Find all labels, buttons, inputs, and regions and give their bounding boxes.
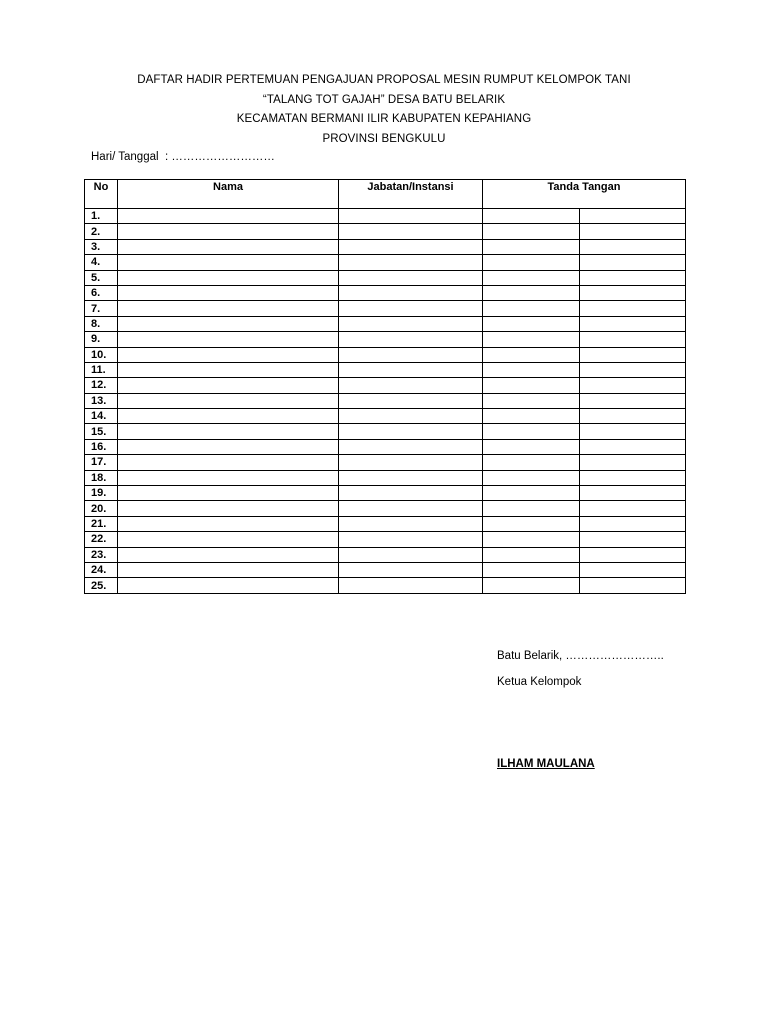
nama-cell[interactable] xyxy=(118,347,339,362)
table-header-row xyxy=(85,180,686,209)
row-number: 13. xyxy=(85,393,118,408)
table-row xyxy=(85,562,686,577)
signature-cell-right[interactable] xyxy=(580,285,686,300)
row-number: 5. xyxy=(85,270,118,285)
row-number: 22. xyxy=(85,532,118,547)
nama-cell[interactable] xyxy=(118,439,339,454)
table-body xyxy=(85,209,686,594)
jabatan-cell[interactable] xyxy=(339,547,483,562)
nama-cell[interactable] xyxy=(118,516,339,531)
row-number: 21. xyxy=(85,516,118,531)
signature-cell-left[interactable] xyxy=(483,439,580,454)
jabatan-cell[interactable] xyxy=(339,393,483,408)
nama-cell[interactable] xyxy=(118,393,339,408)
title-line-4: PROVINSI BENGKULU xyxy=(322,132,446,145)
nama-cell[interactable] xyxy=(118,547,339,562)
jabatan-cell[interactable] xyxy=(339,270,483,285)
jabatan-cell[interactable] xyxy=(339,255,483,270)
jabatan-cell[interactable] xyxy=(339,224,483,239)
row-number: 17. xyxy=(85,455,118,470)
table-row xyxy=(85,378,686,393)
table-row xyxy=(85,362,686,377)
row-number: 2. xyxy=(85,224,118,239)
table-row xyxy=(85,270,686,285)
jabatan-cell[interactable] xyxy=(339,516,483,531)
jabatan-cell[interactable] xyxy=(339,285,483,300)
date-separator: : xyxy=(164,151,169,163)
signature-cell-right[interactable] xyxy=(580,578,686,593)
row-number: 12. xyxy=(85,378,118,393)
table-row xyxy=(85,316,686,331)
nama-cell[interactable] xyxy=(118,224,339,239)
nama-cell[interactable] xyxy=(118,362,339,377)
signature-cell-left[interactable] xyxy=(483,516,580,531)
header-nama: Nama xyxy=(118,180,339,209)
row-number: 3. xyxy=(85,239,118,254)
title-line-2: “TALANG TOT GAJAH” DESA BATU BELARIK xyxy=(262,93,506,106)
row-number: 14. xyxy=(85,409,118,424)
signature-cell-left[interactable] xyxy=(483,332,580,347)
signature-role: Ketua Kelompok xyxy=(497,676,582,688)
table-row xyxy=(85,285,686,300)
signature-cell-left[interactable] xyxy=(483,301,580,316)
signature-cell-right[interactable] xyxy=(580,362,686,377)
date-line xyxy=(91,151,275,163)
attendance-table xyxy=(84,179,686,594)
signature-cell-right[interactable] xyxy=(580,486,686,501)
nama-cell[interactable] xyxy=(118,270,339,285)
row-number: 16. xyxy=(85,439,118,454)
nama-cell[interactable] xyxy=(118,486,339,501)
signature-cell-right[interactable] xyxy=(580,455,686,470)
row-number: 6. xyxy=(85,285,118,300)
table-row xyxy=(85,532,686,547)
jabatan-cell[interactable] xyxy=(339,332,483,347)
table-row xyxy=(85,255,686,270)
signature-cell-left[interactable] xyxy=(483,209,580,224)
signature-cell-right[interactable] xyxy=(580,224,686,239)
signature-cell-left[interactable] xyxy=(483,578,580,593)
nama-cell[interactable] xyxy=(118,378,339,393)
signature-cell-right[interactable] xyxy=(580,562,686,577)
signature-cell-left[interactable] xyxy=(483,347,580,362)
signature-cell-right[interactable] xyxy=(580,424,686,439)
header-tanda-tangan: Tanda Tangan xyxy=(483,180,686,209)
signature-cell-left[interactable] xyxy=(483,362,580,377)
signature-cell-left[interactable] xyxy=(483,270,580,285)
jabatan-cell[interactable] xyxy=(339,378,483,393)
nama-cell[interactable] xyxy=(118,455,339,470)
row-number: 19. xyxy=(85,486,118,501)
signature-cell-left[interactable] xyxy=(483,486,580,501)
title-line-1: DAFTAR HADIR PERTEMUAN PENGAJUAN PROPOSAL MESIN RUMPUT KELOMPOK TANI xyxy=(137,74,631,86)
header-jabatan: Jabatan/Instansi xyxy=(339,180,483,209)
nama-cell[interactable] xyxy=(118,301,339,316)
jabatan-cell[interactable] xyxy=(339,362,483,377)
signature-cell-right[interactable] xyxy=(580,255,686,270)
row-number: 4. xyxy=(85,255,118,270)
date-value: ……………………… xyxy=(171,151,275,163)
table-row xyxy=(85,347,686,362)
table-row xyxy=(85,439,686,454)
jabatan-cell[interactable] xyxy=(339,424,483,439)
jabatan-cell[interactable] xyxy=(339,409,483,424)
row-number: 18. xyxy=(85,470,118,485)
signature-cell-left[interactable] xyxy=(483,470,580,485)
header-no: No xyxy=(85,180,118,209)
table-row xyxy=(85,501,686,516)
signature-cell-right[interactable] xyxy=(580,409,686,424)
nama-cell[interactable] xyxy=(118,424,339,439)
jabatan-cell[interactable] xyxy=(339,239,483,254)
nama-cell[interactable] xyxy=(118,578,339,593)
jabatan-cell[interactable] xyxy=(339,501,483,516)
signature-cell-left[interactable] xyxy=(483,255,580,270)
signature-cell-left[interactable] xyxy=(483,455,580,470)
title-line-3: KECAMATAN BERMANI ILIR KABUPATEN KEPAHIANG xyxy=(236,113,532,125)
table-row xyxy=(85,486,686,501)
nama-cell[interactable] xyxy=(118,562,339,577)
row-number: 9. xyxy=(85,332,118,347)
jabatan-cell[interactable] xyxy=(339,439,483,454)
signature-cell-left[interactable] xyxy=(483,224,580,239)
signature-cell-right[interactable] xyxy=(580,547,686,562)
row-number: 1. xyxy=(85,209,118,224)
row-number: 24. xyxy=(85,562,118,577)
row-number: 15. xyxy=(85,424,118,439)
table-row xyxy=(85,301,686,316)
row-number: 7. xyxy=(85,301,118,316)
table-row xyxy=(85,393,686,408)
jabatan-cell[interactable] xyxy=(339,562,483,577)
jabatan-cell[interactable] xyxy=(339,301,483,316)
nama-cell[interactable] xyxy=(118,316,339,331)
table-row xyxy=(85,470,686,485)
table-row xyxy=(85,516,686,531)
signature-cell-left[interactable] xyxy=(483,562,580,577)
table-row xyxy=(85,239,686,254)
signature-cell-left[interactable] xyxy=(483,532,580,547)
signature-cell-left[interactable] xyxy=(483,424,580,439)
signature-cell-left[interactable] xyxy=(483,239,580,254)
signature-cell-right[interactable] xyxy=(580,516,686,531)
signature-cell-right[interactable] xyxy=(580,393,686,408)
nama-cell[interactable] xyxy=(118,501,339,516)
signature-cell-right[interactable] xyxy=(580,378,686,393)
table-row xyxy=(85,332,686,347)
jabatan-cell[interactable] xyxy=(339,532,483,547)
signature-cell-right[interactable] xyxy=(580,532,686,547)
signature-cell-left[interactable] xyxy=(483,378,580,393)
signature-cell-right[interactable] xyxy=(580,439,686,454)
signature-cell-right[interactable] xyxy=(580,347,686,362)
nama-cell[interactable] xyxy=(118,285,339,300)
signature-cell-left[interactable] xyxy=(483,285,580,300)
signature-cell-right[interactable] xyxy=(580,270,686,285)
signature-cell-right[interactable] xyxy=(580,501,686,516)
jabatan-cell[interactable] xyxy=(339,455,483,470)
table-row xyxy=(85,224,686,239)
jabatan-cell[interactable] xyxy=(339,209,483,224)
row-number: 8. xyxy=(85,316,118,331)
signature-cell-left[interactable] xyxy=(483,501,580,516)
row-number: 20. xyxy=(85,501,118,516)
signature-cell-right[interactable] xyxy=(580,301,686,316)
row-number: 10. xyxy=(85,347,118,362)
document-title xyxy=(0,71,768,149)
nama-cell[interactable] xyxy=(118,409,339,424)
row-number: 23. xyxy=(85,547,118,562)
signature-cell-left[interactable] xyxy=(483,547,580,562)
signature-name: ILHAM MAULANA xyxy=(497,758,595,770)
nama-cell[interactable] xyxy=(118,209,339,224)
signature-cell-left[interactable] xyxy=(483,409,580,424)
table-row xyxy=(85,455,686,470)
signature-cell-left[interactable] xyxy=(483,316,580,331)
signature-cell-right[interactable] xyxy=(580,316,686,331)
jabatan-cell[interactable] xyxy=(339,578,483,593)
table-row xyxy=(85,424,686,439)
signature-cell-right[interactable] xyxy=(580,209,686,224)
nama-cell[interactable] xyxy=(118,239,339,254)
table-row xyxy=(85,409,686,424)
signature-cell-right[interactable] xyxy=(580,239,686,254)
date-label: Hari/ Tanggal xyxy=(91,151,159,163)
nama-cell[interactable] xyxy=(118,332,339,347)
nama-cell[interactable] xyxy=(118,532,339,547)
signature-place-date: Batu Belarik, …………………….. xyxy=(497,650,664,662)
nama-cell[interactable] xyxy=(118,255,339,270)
signature-cell-right[interactable] xyxy=(580,470,686,485)
signature-cell-right[interactable] xyxy=(580,332,686,347)
jabatan-cell[interactable] xyxy=(339,486,483,501)
row-number: 25. xyxy=(85,578,118,593)
signature-cell-left[interactable] xyxy=(483,393,580,408)
jabatan-cell[interactable] xyxy=(339,347,483,362)
table-row xyxy=(85,547,686,562)
nama-cell[interactable] xyxy=(118,470,339,485)
row-number: 11. xyxy=(85,362,118,377)
table-row xyxy=(85,209,686,224)
jabatan-cell[interactable] xyxy=(339,470,483,485)
jabatan-cell[interactable] xyxy=(339,316,483,331)
table-row xyxy=(85,578,686,593)
